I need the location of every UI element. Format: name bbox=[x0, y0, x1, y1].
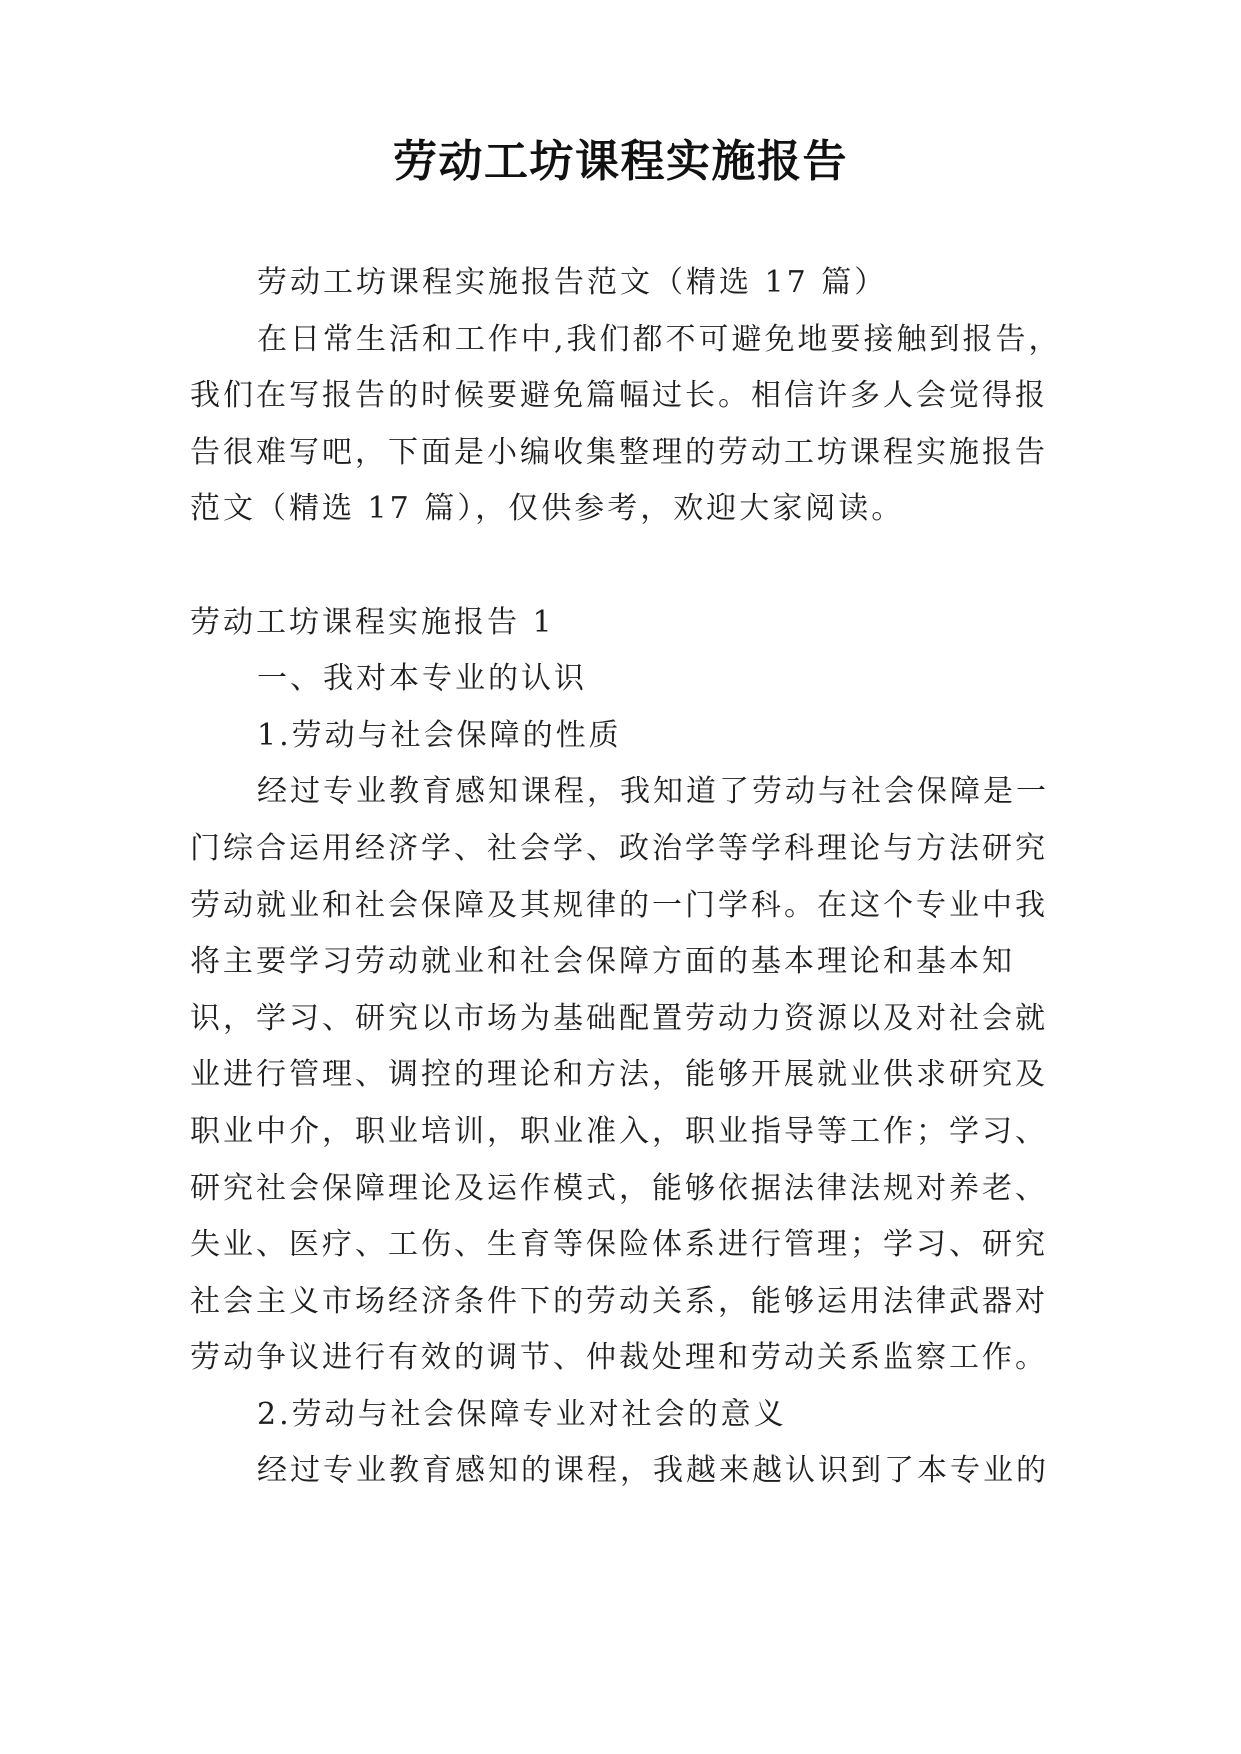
document-body bbox=[190, 255, 1090, 1500]
paragraph-line: 失业、医疗、工伤、生育等保险体系进行管理；学习、研究 bbox=[190, 1227, 1048, 1263]
paragraph-line: 在日常生活和工作中,我们都不可避免地要接触到报告， bbox=[257, 321, 1062, 357]
paragraph-line: 经过专业教育感知的课程，我越来越认识到了本专业的 bbox=[257, 1453, 1049, 1489]
document-title: 劳动工坊课程实施报告 bbox=[393, 136, 848, 187]
paragraph-line: 将主要学习劳动就业和社会保障方面的基本理论和基本知 bbox=[190, 944, 1015, 980]
paragraph-line: 业进行管理、调控的理论和方法，能够开展就业供求研究及 bbox=[190, 1057, 1048, 1093]
point-title: 2.劳动与社会保障专业对社会的意义 bbox=[257, 1396, 787, 1432]
paragraph-line: 识，学习、研究以市场为基础配置劳动力资源以及对社会就 bbox=[190, 1000, 1048, 1036]
point-title: 1.劳动与社会保障的性质 bbox=[257, 717, 622, 753]
report-heading: 劳动工坊课程实施报告 1 bbox=[190, 604, 555, 640]
paragraph-line: 职业中介，职业培训，职业准入，职业指导等工作；学习、 bbox=[190, 1113, 1048, 1149]
paragraph-line: 告很难写吧，下面是小编收集整理的劳动工坊课程实施报告 bbox=[190, 434, 1048, 470]
point-paragraph bbox=[190, 764, 1090, 1387]
paragraph-line: 劳动争议进行有效的调节、仲裁处理和劳动关系监察工作。 bbox=[190, 1340, 1048, 1376]
paragraph-line: 门综合运用经济学、社会学、政治学等学科理论与方法研究 bbox=[190, 830, 1048, 866]
blank-line bbox=[190, 538, 1090, 595]
paragraph-line: 经过专业教育感知课程，我知道了劳动与社会保障是一 bbox=[257, 774, 1049, 810]
paragraph-line: 劳动就业和社会保障及其规律的一门学科。在这个专业中我 bbox=[190, 887, 1048, 923]
section-heading: 一、我对本专业的认识 bbox=[257, 661, 587, 697]
paragraph-line: 我们在写报告的时候要避免篇幅过长。相信许多人会觉得报 bbox=[190, 378, 1048, 414]
paragraph-line: 研究社会保障理论及运作模式，能够依据法律法规对养老、 bbox=[190, 1170, 1048, 1206]
point-paragraph bbox=[190, 1443, 1090, 1500]
paragraph-line: 社会主义市场经济条件下的劳动关系，能够运用法律武器对 bbox=[190, 1283, 1048, 1319]
intro-paragraph bbox=[190, 312, 1090, 538]
document-subtitle: 劳动工坊课程实施报告范文（精选 17 篇） bbox=[257, 265, 888, 300]
paragraph-line: 范文（精选 17 篇），仅供参考，欢迎大家阅读。 bbox=[190, 491, 905, 527]
